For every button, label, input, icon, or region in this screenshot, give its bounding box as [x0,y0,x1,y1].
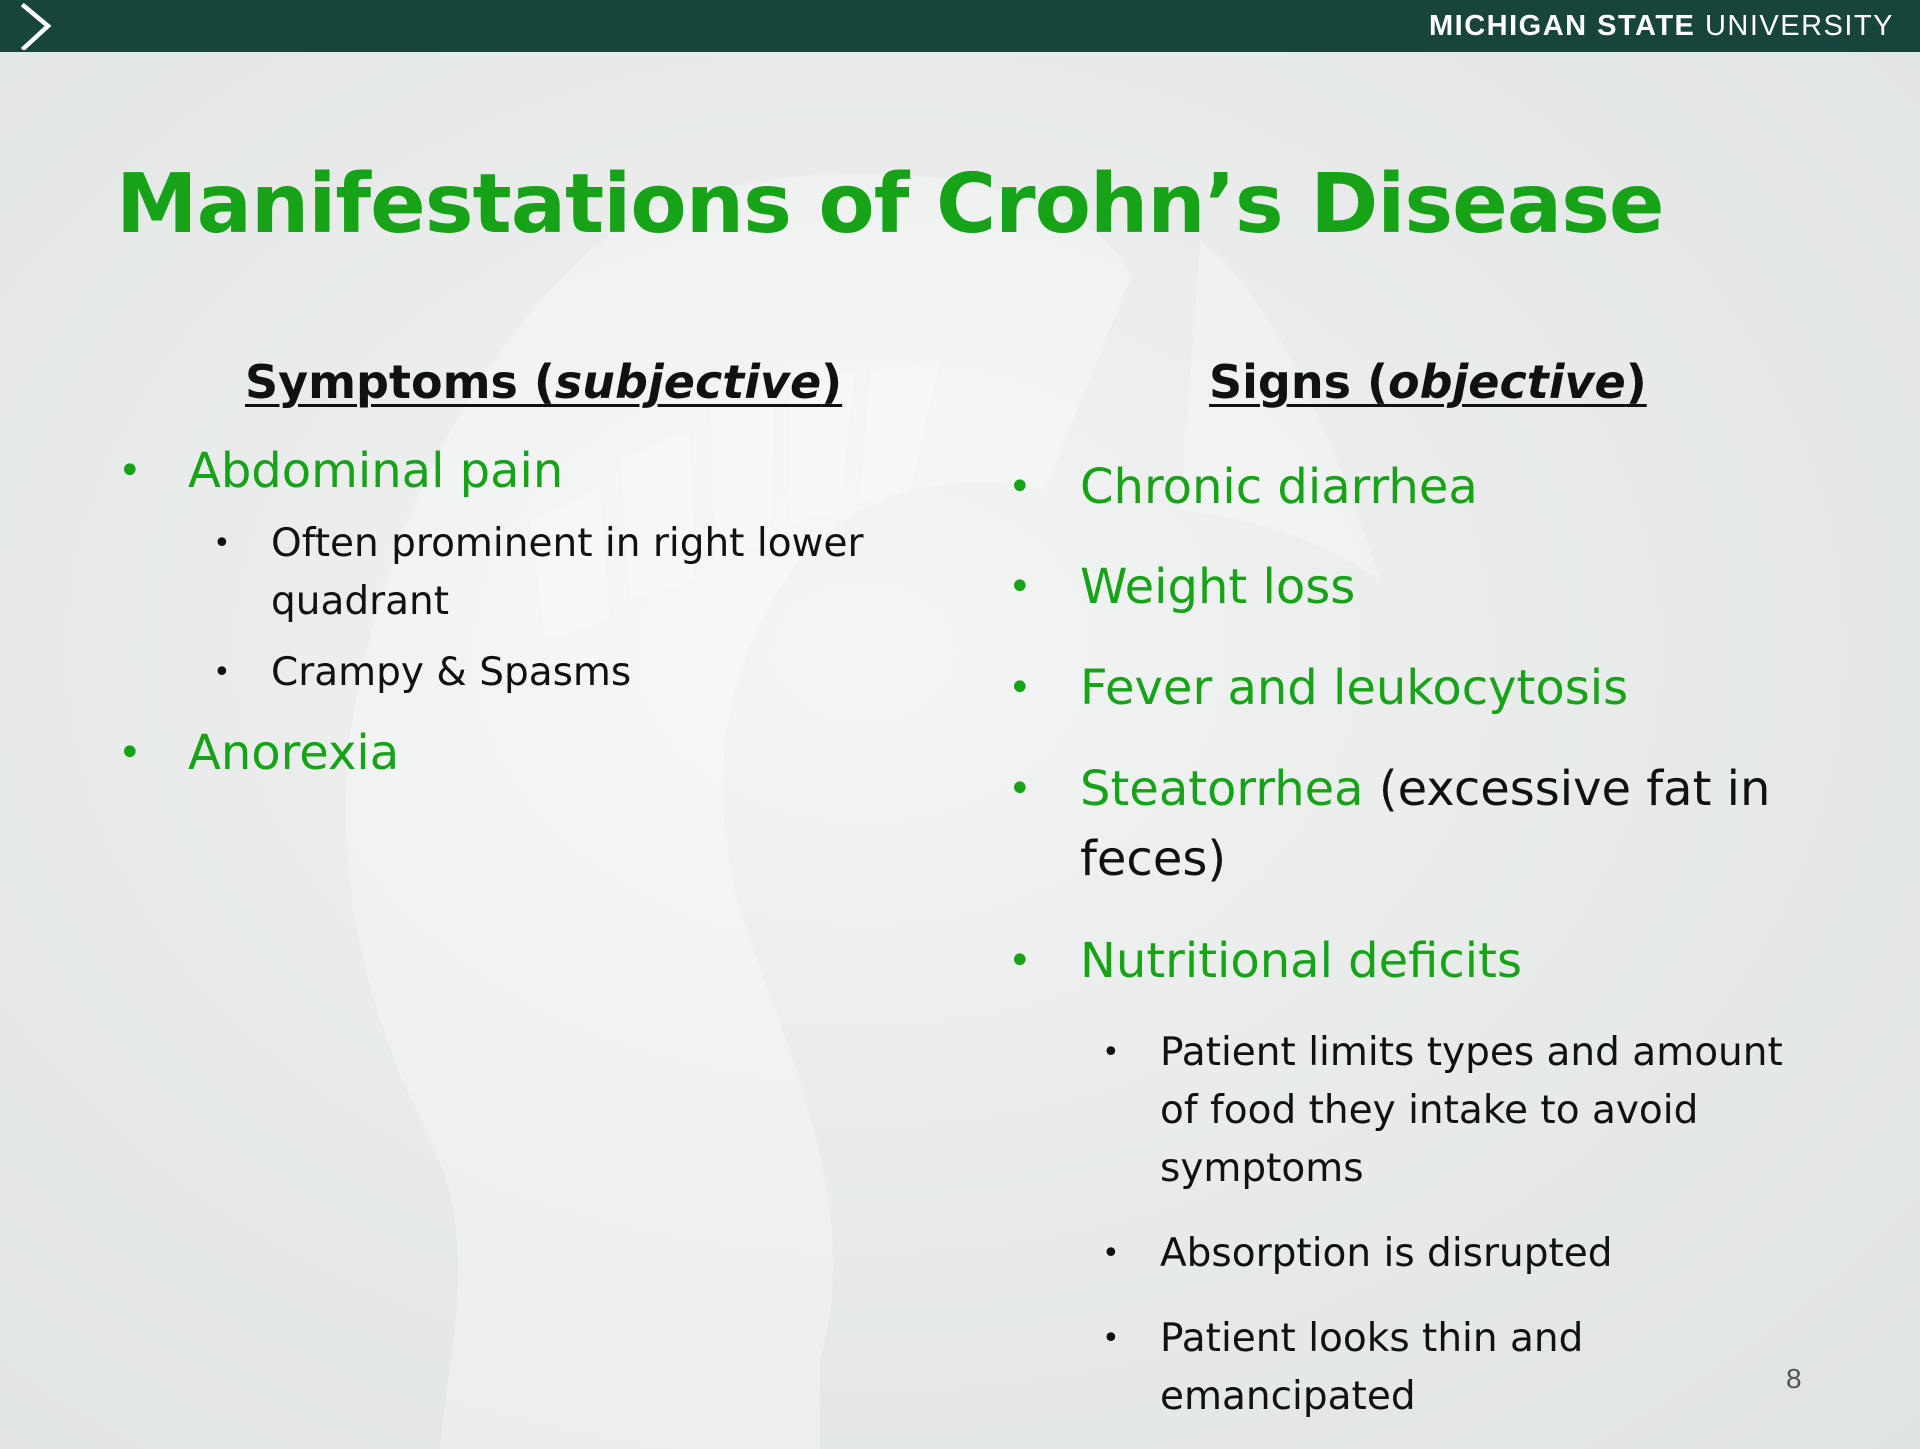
subitem-line: Crampy & Spasms [271,650,632,695]
bullet-dot: • [1008,464,1032,510]
bullet-dot: • [118,448,142,494]
sign-label: Fever and leukocytosis [1080,660,1629,716]
sign-label: Nutritional deficits [1080,933,1522,989]
symptoms-heading-prefix: Symptoms ( [245,355,555,409]
bullet-dot: • [1008,665,1032,711]
symptoms-heading-suffix: ) [821,355,843,409]
bullet-dot: • [1102,1035,1120,1070]
subitem-line: Patient looks thin and [1160,1316,1584,1361]
signs-heading-suffix: ) [1625,355,1647,409]
slide-title: Manifestations of Crohn’s Disease [116,157,1664,252]
bullet-dot: • [118,730,142,776]
sign-label: Weight loss [1080,559,1356,615]
symptoms-heading-emphasis: subjective [554,355,822,409]
bullet-dot: • [213,655,231,690]
subitem-line: Absorption is disrupted [1160,1231,1613,1276]
sign-label: Steatorrhea [1080,761,1364,817]
bullet-dot: • [1008,938,1032,984]
university-name-light: UNIVERSITY [1704,10,1894,42]
header-bar [0,0,1920,52]
bullet-dot: • [1102,1236,1120,1271]
symptoms-heading [245,352,842,412]
signs-heading-emphasis: objective [1388,355,1626,409]
bullet-dot: • [1008,766,1032,812]
sign-note: (excessive fat in [1363,761,1771,817]
subitem-line: of food they intake to avoid [1160,1088,1699,1133]
sign-label: Chronic diarrhea [1080,459,1478,515]
sign-label-line [1080,754,1770,824]
chevron-right-icon [12,2,60,50]
subitem-line: quadrant [271,579,450,624]
subitem-line: emancipated [1160,1374,1416,1419]
symptom-label: Anorexia [188,725,400,781]
page-number: 8 [1786,1363,1802,1394]
subitem-line: Often prominent in right lower [271,521,864,566]
signs-heading [1209,352,1647,412]
bullet-dot: • [1102,1321,1120,1356]
university-logo-text [1429,9,1894,43]
subitem-line: Patient limits types and amount [1160,1030,1783,1075]
signs-heading-prefix: Signs ( [1209,355,1388,409]
subitem-line: symptoms [1160,1146,1364,1191]
bullet-dot: • [1008,564,1032,610]
sign-note-continuation: feces) [1080,831,1227,887]
university-name-strong: MICHIGAN STATE [1428,10,1696,42]
symptom-label: Abdominal pain [188,443,564,499]
bullet-dot: • [213,526,231,561]
